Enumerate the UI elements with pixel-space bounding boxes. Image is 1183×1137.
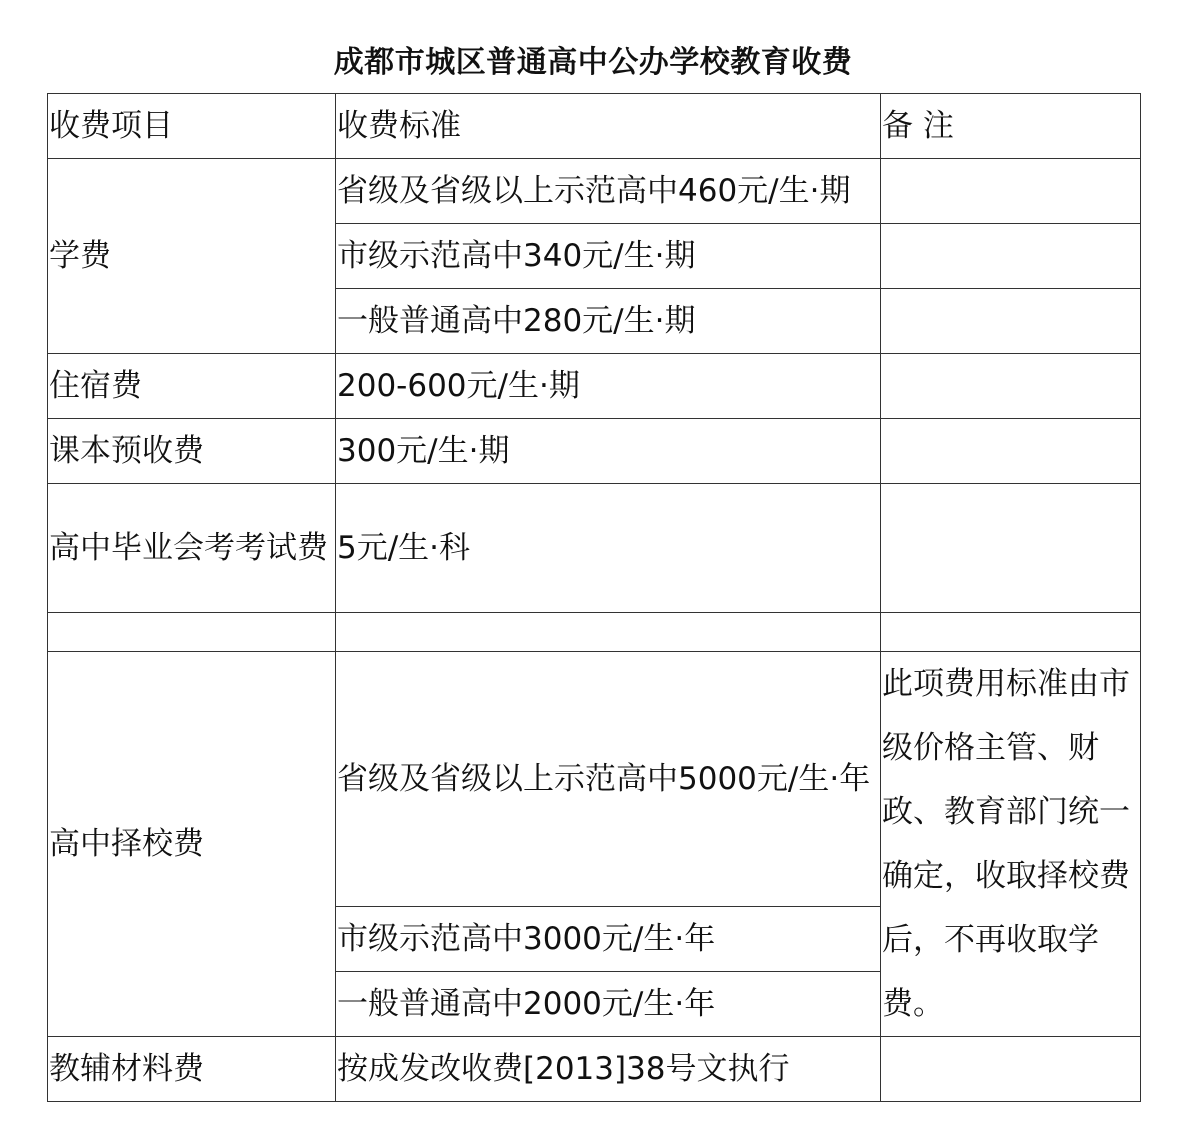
table-row-empty	[48, 613, 1141, 652]
school-selection-standard-provincial: 省级及省级以上示范高中5000元/生·年	[336, 652, 881, 907]
materials-note	[881, 1037, 1141, 1102]
fee-table	[47, 93, 1141, 1102]
exam-note	[881, 484, 1141, 613]
header-standard: 收费标准	[336, 94, 881, 159]
dorm-note	[881, 354, 1141, 419]
school-selection-note: 此项费用标准由市级价格主管、财政、教育部门统一确定，收取择校费后，不再收取学费。	[881, 652, 1141, 1037]
tuition-item: 学费	[48, 159, 336, 354]
table-row	[48, 159, 1141, 224]
empty-cell	[881, 613, 1141, 652]
tuition-standard-provincial: 省级及省级以上示范高中460元/生·期	[336, 159, 881, 224]
table-header-row	[48, 94, 1141, 159]
table-row	[48, 484, 1141, 613]
school-selection-standard-general: 一般普通高中2000元/生·年	[336, 972, 881, 1037]
empty-cell	[336, 613, 881, 652]
dorm-item: 住宿费	[48, 354, 336, 419]
table-row	[48, 354, 1141, 419]
school-selection-item: 高中择校费	[48, 652, 336, 1037]
materials-standard: 按成发改收费[2013]38号文执行	[336, 1037, 881, 1102]
header-note: 备 注	[881, 94, 1141, 159]
table-row	[48, 1037, 1141, 1102]
table-row	[48, 652, 1141, 907]
textbook-item: 课本预收费	[48, 419, 336, 484]
dorm-standard: 200-600元/生·期	[336, 354, 881, 419]
header-item: 收费项目	[48, 94, 336, 159]
tuition-note-3	[881, 289, 1141, 354]
exam-standard: 5元/生·科	[336, 484, 881, 613]
school-selection-standard-city: 市级示范高中3000元/生·年	[336, 907, 881, 972]
table-row	[48, 419, 1141, 484]
page-title: 成都市城区普通高中公办学校教育收费	[333, 45, 853, 80]
tuition-note-2	[881, 224, 1141, 289]
tuition-standard-general: 一般普通高中280元/生·期	[336, 289, 881, 354]
textbook-standard: 300元/生·期	[336, 419, 881, 484]
tuition-standard-city: 市级示范高中340元/生·期	[336, 224, 881, 289]
tuition-note-1	[881, 159, 1141, 224]
textbook-note	[881, 419, 1141, 484]
empty-cell	[48, 613, 336, 652]
materials-item: 教辅材料费	[48, 1037, 336, 1102]
exam-item: 高中毕业会考考试费	[48, 484, 336, 613]
